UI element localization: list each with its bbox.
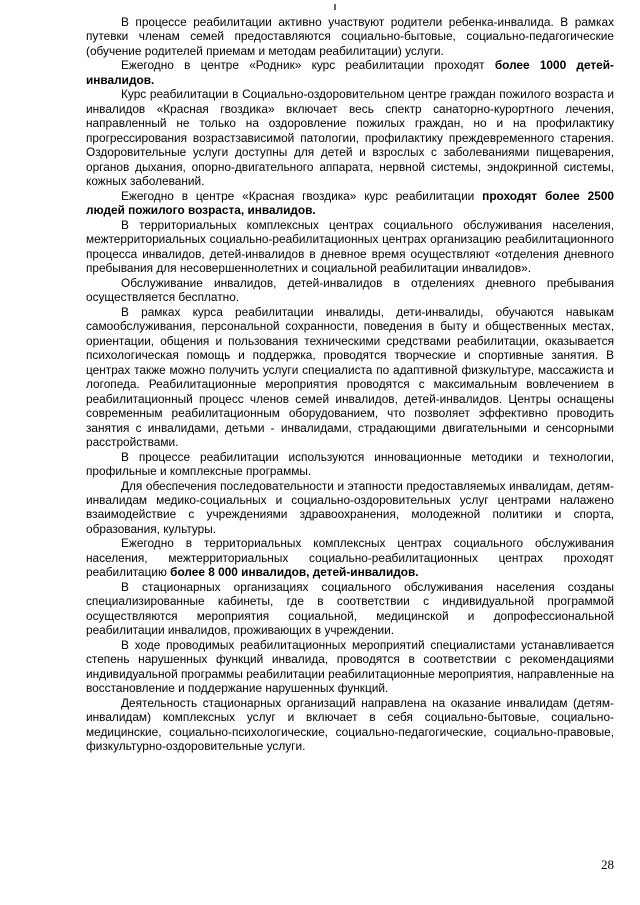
paragraph	[86, 696, 614, 754]
paragraph	[86, 58, 614, 87]
paragraph	[86, 189, 614, 218]
paragraph-text: В процессе реабилитации используются инновационные методики и технологии, профильные и комплексные программы.	[86, 449, 614, 479]
document-body	[86, 15, 614, 754]
paragraph-text: В стационарных организациях социального обслуживания населения созданы специализированные кабинеты, где в соответствии с индивидуальной программой осуществляются мероприятия социальной, медицинской и допрофессиональной реабилитации инвалидов, проживающих в учреждении.	[86, 579, 614, 638]
scan-mark	[334, 4, 336, 10]
bold-text: более 8 000 инвалидов, детей-инвалидов.	[170, 565, 419, 580]
paragraph-text: В ходе проводимых реабилитационных мероприятий специалистами устанавливается степень нарушенных функций инвалида, проводятся в соответствии с рекомендациями индивидуальной программы реабилитации реабилитационные мероприятия, направленные на восстановление и поддержание нарушенных функций.	[86, 637, 614, 696]
paragraph-text: Ежегодно в территориальных комплексных центрах социального обслуживания населения, межтерриториальных социально-реабилитационных центрах проходят реабилитацию	[86, 536, 614, 580]
paragraph-text: Обслуживание инвалидов, детей-инвалидов в отделениях дневного пребывания осуществляется бесплатно.	[86, 275, 614, 305]
paragraph	[86, 305, 614, 450]
paragraph	[86, 218, 614, 276]
paragraph	[86, 276, 614, 305]
paragraph-text: Ежегодно в центре «Родник» курс реабилитации проходят	[121, 58, 495, 73]
paragraph	[86, 15, 614, 58]
paragraph	[86, 580, 614, 638]
paragraph	[86, 638, 614, 696]
paragraph-text: Для обеспечения последовательности и этапности предоставляемых инвалидам, детям-инвалидам медико-социальных и социально-оздоровительных услуг центрами налажено взаимодействие с учреждениями здравоохранения, молодежной политики и спорта, образования, культуры.	[86, 478, 614, 536]
paragraph-text: В территориальных комплексных центрах социального обслуживания населения, межтерриториальных социально-реабилитационных центрах организацию реабилитационного процесса инвалидов, детей-инвалидов в дневное время осуществляют «отделения дневного пребывания для несовершеннолетних и социальной реабилитации инвалидов».	[86, 217, 614, 276]
paragraph	[86, 479, 614, 537]
paragraph	[86, 450, 614, 479]
paragraph	[86, 87, 614, 188]
bold-text: более 1000 детей-инвалидов.	[86, 58, 614, 87]
paragraph-text: В рамках курса реабилитации инвалиды, дети-инвалиды, обучаются навыкам самообслуживания, персональной сохранности, поведения в быту и общественных местах, ориентации, общения и пользования техническими средствами реабилитации, оказывается психологическая помощь и поддержка, проводятся творческие и спортивные занятия. В центрах также можно получить услуги специалиста по адаптивной физкультуре, массажиста и логопеда. Реабилитационные мероприятия проводятся с максимальным вовлечением в реабилитационный процесс членов семей инвалидов, детей-инвалидов. Центры оснащены современным реабилитационным оборудованием, что позволяет эффективно проводить занятия с инвалидами, детьми - инвалидами, страдающими двигательными и сенсорными расстройствами.	[86, 304, 614, 450]
paragraph-text: Ежегодно в центре «Красная гвоздика» курс реабилитации	[121, 188, 483, 203]
paragraph	[86, 536, 614, 579]
page-number: 28	[601, 857, 614, 872]
paragraph-text: Деятельность стационарных организаций направлена на оказание инвалидам (детям-инвалидам) комплексных услуг и включает в себя социально-бытовые, социально-медицинские, социально-психологические, социально-педагогические, социально-правовые, физкультурно-оздоровительные услуги.	[86, 695, 614, 754]
bold-text: проходят более 2500 людей пожилого возраста, инвалидов.	[86, 188, 614, 218]
paragraph-text: Курс реабилитации в Социально-оздоровительном центре граждан пожилого возраста и инвалидов «Красная гвоздика» включает весь спектр санаторно-курортного лечения, направленный не только на оздоровление пожилых граждан, но и на профилактику прогрессирования возрастзависимой патологии, профилактику преждевременного старения. Оздоровительные услуги доступны для детей и взрослых с заболеваниями пищеварения, органов дыхания, опорно-двигательного аппарата, нервной системы, эндокринной системы, кожных заболеваний.	[86, 87, 614, 189]
paragraph-text: В процессе реабилитации активно участвуют родители ребенка-инвалида. В рамках путевки членам семей предоставляются социально-бытовые, социально-педагогические (обучение родителей приемам и методам реабилитации) услуги.	[86, 15, 614, 58]
